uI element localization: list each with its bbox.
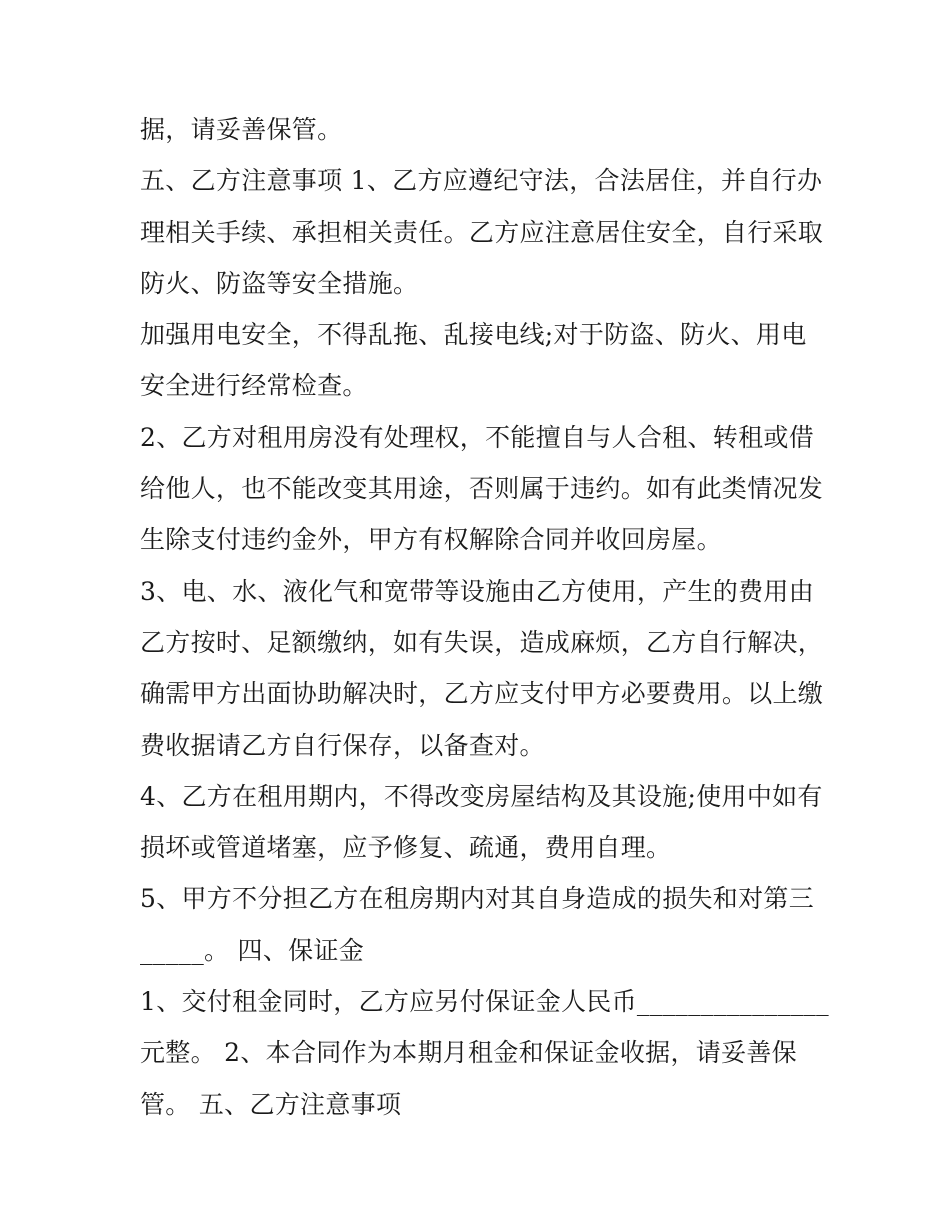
- text-line: 1、交付租金同时，乙方应另付保证金人民币_______________: [140, 987, 829, 1017]
- text-line: 2、乙方对租用房没有处理权，不能擅自与人合租、转租或借: [140, 422, 815, 452]
- text-line: 生除支付违约金外，甲方有权解除合同并收回房屋。: [140, 525, 722, 555]
- text-line: 确需甲方出面协助解决时，乙方应支付甲方必要费用。以上缴: [140, 679, 824, 709]
- text-line: 管。 五、乙方注意事项: [140, 1089, 402, 1119]
- document-body: [140, 104, 829, 1130]
- text-line: 理相关手续、承担相关责任。乙方应注意居住安全，自行采取: [140, 217, 824, 247]
- text-line: _____。 四、保证金: [140, 935, 365, 965]
- text-line: 元整。 2、本合同作为本期月租金和保证金收据，请妥善保: [140, 1038, 797, 1068]
- text-line: 给他人，也不能改变其用途，否则属于违约。如有此类情况发: [140, 474, 824, 504]
- text-line: 安全进行经常检查。: [140, 371, 368, 401]
- text-line: 防火、防盗等安全措施。: [140, 268, 419, 298]
- text-line: 5、甲方不分担乙方在租房期内对其自身造成的损失和对第三: [140, 884, 815, 914]
- text-line: 据，请妥善保管。: [140, 115, 343, 144]
- text-line: 加强用电安全，不得乱拖、乱接电线;对于防盗、防火、用电: [140, 320, 807, 350]
- text-line: 3、电、水、液化气和宽带等设施由乙方使用，产生的费用由: [140, 576, 815, 606]
- text-line: 乙方按时、足额缴纳，如有失误，造成麻烦，乙方自行解决，: [140, 627, 824, 657]
- text-line: 4、乙方在租用期内，不得改变房屋结构及其设施;使用中如有: [140, 781, 823, 811]
- text-line: 五、乙方注意事项 1、乙方应遵纪守法，合法居住，并自行办: [140, 166, 823, 196]
- text-line: 损坏或管道堵塞，应予修复、疏通，费用自理。: [140, 833, 672, 863]
- text-line: 费收据请乙方自行保存，以备查对。: [140, 730, 545, 760]
